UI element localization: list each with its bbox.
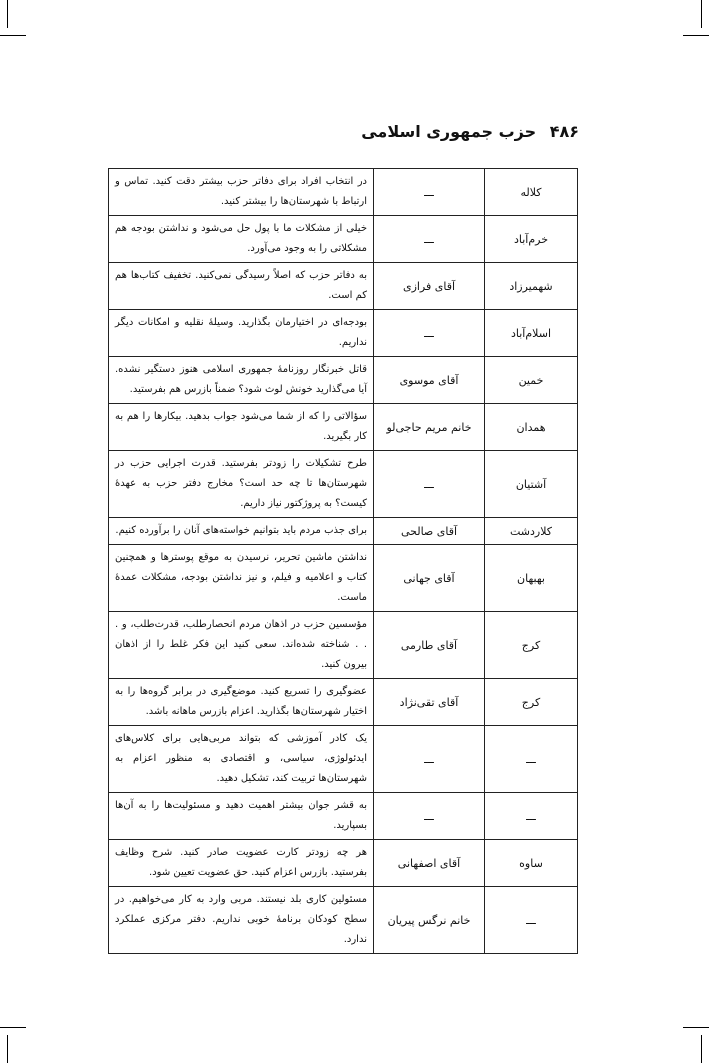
running-header xyxy=(361,122,579,141)
city-cell: اسلام‌آباد xyxy=(485,310,578,357)
note-cell: طرح تشکیلات را زودتر بفرستید. قدرت اجرایی حزب در شهرستان‌ها تا چه حد است؟ مخارج دفتر حزب به عهدهٔ کیست؟ به پروژکتور نیاز داریم. xyxy=(109,451,374,518)
city-cell: آشتیان xyxy=(485,451,578,518)
person-cell: ـــ xyxy=(374,451,485,518)
city-cell: کرج xyxy=(485,679,578,726)
person-cell: آقای جهانی xyxy=(374,545,485,612)
person-cell: خانم نرگس پیریان xyxy=(374,887,485,954)
book-title: حزب جمهوری اسلامی xyxy=(361,122,537,141)
note-cell: مؤسسین حزب در اذهان مردم انحصارطلب، قدرت‌طلب، و . . . شناخته شده‌اند. سعی کنید این فکر غلط را از اذهان بیرون کنید. xyxy=(109,612,374,679)
person-cell: ـــ xyxy=(374,169,485,216)
table-row xyxy=(109,518,578,545)
person-cell: ـــ xyxy=(374,793,485,840)
person-cell: آقای فرازی xyxy=(374,263,485,310)
table-row xyxy=(109,793,578,840)
person-cell: آقای اصفهانی xyxy=(374,840,485,887)
city-cell: کرج xyxy=(485,612,578,679)
table-row xyxy=(109,169,578,216)
table-row xyxy=(109,357,578,404)
table-row xyxy=(109,612,578,679)
table-row xyxy=(109,451,578,518)
city-cell: کلاله xyxy=(485,169,578,216)
table-body xyxy=(109,169,578,954)
note-cell: خیلی از مشکلات ما با پول حل می‌شود و نداشتن بودجه هم مشکلاتی را به وجود می‌آورد. xyxy=(109,216,374,263)
note-cell: مسئولین کاری بلد نیستند. مربی وارد به کار می‌خواهیم. در سطح کودکان برنامهٔ خوبی نداریم. دفتر مرکزی عملکرد ندارد. xyxy=(109,887,374,954)
table-row xyxy=(109,887,578,954)
person-cell: خانم مریم حاجی‌لو xyxy=(374,404,485,451)
table-row xyxy=(109,679,578,726)
note-cell: هر چه زودتر کارت عضویت صادر کنید. شرح وظایف بفرستید. بازرس اعزام کنید. حق عضویت تعیین شود. xyxy=(109,840,374,887)
crop-mark-top-left-h xyxy=(0,35,26,36)
table-row xyxy=(109,840,578,887)
page-number: ۴۸۶ xyxy=(549,122,579,141)
person-cell: آقای صالحی xyxy=(374,518,485,545)
reports-table xyxy=(108,168,578,954)
note-cell: سؤالاتی را که از شما می‌شود جواب بدهید. بیکارها را هم به کار بگیرید. xyxy=(109,404,374,451)
crop-mark-bottom-left-h xyxy=(0,1027,26,1028)
table-row xyxy=(109,263,578,310)
crop-mark-bottom-right-h xyxy=(683,1027,709,1028)
table-row xyxy=(109,404,578,451)
city-cell: ـــ xyxy=(485,793,578,840)
city-cell: همدان xyxy=(485,404,578,451)
table-row xyxy=(109,545,578,612)
note-cell: به دفاتر حزب که اصلاً رسیدگی نمی‌کنید. تخفیف کتاب‌ها هم کم است. xyxy=(109,263,374,310)
city-cell: ساوه xyxy=(485,840,578,887)
note-cell: به قشر جوان بیشتر اهمیت دهید و مسئولیت‌ها را به آن‌ها بسپارید. xyxy=(109,793,374,840)
note-cell: در انتخاب افراد برای دفاتر حزب بیشتر دقت کنید. تماس و ارتباط با شهرستان‌ها را بیشتر کنید. xyxy=(109,169,374,216)
crop-mark-top-right-v xyxy=(701,0,702,28)
crop-mark-bottom-left-v xyxy=(7,1035,8,1063)
table-row xyxy=(109,310,578,357)
city-cell: ـــ xyxy=(485,726,578,793)
person-cell: ـــ xyxy=(374,310,485,357)
note-cell: قاتل خبرنگار روزنامهٔ جمهوری اسلامی هنوز دستگیر نشده. آیا می‌گذارید خونش لوث شود؟ ضمناً بازرس هم بفرستید. xyxy=(109,357,374,404)
city-cell: بهبهان xyxy=(485,545,578,612)
person-cell: ـــ xyxy=(374,726,485,793)
person-cell: آقای طارمی xyxy=(374,612,485,679)
note-cell: یک کادر آموزشی که بتواند مربی‌هایی برای کلاس‌های ایدئولوژی، سیاسی، و اقتصادی به منظور اعزام به شهرستان‌ها تربیت کند، تشکیل دهید. xyxy=(109,726,374,793)
table-row xyxy=(109,216,578,263)
person-cell: ـــ xyxy=(374,216,485,263)
city-cell: ـــ xyxy=(485,887,578,954)
crop-mark-top-right-h xyxy=(683,35,709,36)
table-row xyxy=(109,726,578,793)
city-cell: خرم‌آباد xyxy=(485,216,578,263)
note-cell: نداشتن ماشین تحریر، نرسیدن به موقع پوسترها و همچنین کتاب و اعلامیه و فیلم، و نیز نداشتن بودجه، مشکلات عمدهٔ ماست. xyxy=(109,545,374,612)
note-cell: عضوگیری را تسریع کنید. موضع‌گیری در برابر گروه‌ها را به اختیار شهرستان‌ها بگذارید. اعزام بازرس ماهانه باشد. xyxy=(109,679,374,726)
note-cell: برای جذب مردم باید بتوانیم خواسته‌های آنان را برآورده کنیم. xyxy=(109,518,374,545)
note-cell: بودجه‌ای در اختیارمان بگذارید. وسیلهٔ نقلیه و امکانات دیگر نداریم. xyxy=(109,310,374,357)
city-cell: خمین xyxy=(485,357,578,404)
person-cell: آقای تقی‌نژاد xyxy=(374,679,485,726)
person-cell: آقای موسوی xyxy=(374,357,485,404)
crop-mark-bottom-right-v xyxy=(701,1035,702,1063)
city-cell: شهمیرزاد xyxy=(485,263,578,310)
crop-mark-top-left-v xyxy=(7,0,8,28)
city-cell: کلاردشت xyxy=(485,518,578,545)
